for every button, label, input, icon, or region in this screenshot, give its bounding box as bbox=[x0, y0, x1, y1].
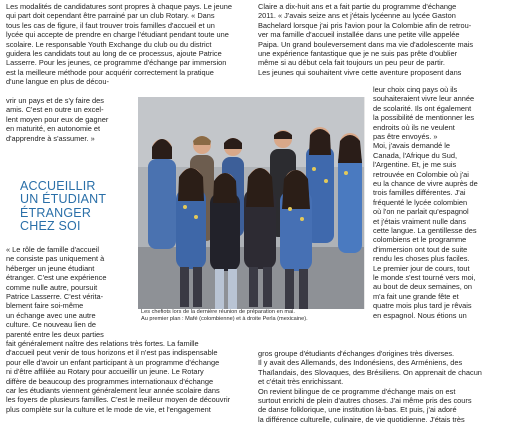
text-line: et j'étais vraiment nulle dans bbox=[373, 216, 467, 226]
text-line: leur choix cinq pays où ils bbox=[373, 85, 458, 94]
text-line: « Le rôle de famille d'accueil bbox=[6, 245, 100, 254]
text-line: endroits où ils ne veulent bbox=[373, 122, 455, 132]
text-line: ver ma famille d'accueil installée dans une petite ville appelée bbox=[258, 30, 460, 40]
text-line: quatre mois plus tard je rêvais bbox=[373, 301, 472, 311]
text-line: lycée qui accepte de prendre en charge l'étudiant pendant toute une bbox=[6, 30, 229, 40]
text-line: d'une langue en plus de décou- bbox=[6, 77, 109, 87]
text-line: Les jeunes qui souhaitent vivre cette aventure proposent dans bbox=[258, 67, 462, 77]
text-line: plus complète sur la culture et le mode de vie, et l'engagement bbox=[6, 404, 211, 414]
text-line: gros groupe d'étudiants d'échanges d'origines très diverses. bbox=[258, 349, 455, 358]
text-line: ni d'être affiliée au Rotary pour accueillir un jeune. Le Rotary bbox=[6, 367, 204, 377]
text-line: étranger. C'est une expérience bbox=[6, 273, 107, 283]
text-line: eu la chance de vivre auprès de bbox=[373, 179, 478, 188]
text-line: de danse folklorique, une institution là-bas. Et puis, j'ai adoré bbox=[258, 405, 457, 415]
text-line: vrir un pays et de s'y faire des bbox=[6, 96, 104, 105]
section-heading bbox=[20, 180, 130, 234]
text-line: amis. C'est en outre un excel- bbox=[6, 105, 104, 115]
text-line: qui part doit cependant être parrainé par un club Rotary. « Dans bbox=[6, 11, 215, 21]
text-line: fréquenté le lycée colombien bbox=[373, 197, 468, 207]
text-line: fait généralement naître des relations très fortes. La famille bbox=[6, 339, 199, 348]
text-line: une expérience fantastique que je ne suis pas prête d'oublier bbox=[258, 49, 458, 58]
text-line: d'immersion ont tout de suite bbox=[373, 244, 468, 254]
text-line: tous les cas de figure, il faut trouver trois familles d'accueil et un bbox=[6, 20, 215, 30]
text-line: On revient bilingue de ce programme d'échange mais on est bbox=[258, 386, 456, 396]
text-line: Bachelard lorsque j'ai pris l'avion pour la Colombie afin de retrou- bbox=[258, 20, 472, 30]
text-line: guidera les candidats tout au long de ce processus, ajoute Patrice bbox=[6, 49, 222, 58]
text-line: la différence culturelle, culinaire, de vie quotidienne. J'étais très bbox=[258, 414, 465, 424]
text-line: même si au début cela fait toujours un peu peur de partir. bbox=[258, 58, 445, 68]
heading-line: ÉTRANGER bbox=[20, 205, 92, 220]
photo-caption bbox=[141, 309, 366, 323]
text-line: Les modalités de candidatures sont propres à chaque pays. Le jeune bbox=[6, 2, 232, 11]
text-line: diffère de beaucoup des programmes internationaux d'échange bbox=[6, 376, 214, 386]
heading-line: CHEZ SOI bbox=[20, 219, 81, 234]
text-line: culture. Ce nouveau lien de bbox=[6, 320, 96, 330]
caption-line: Au premier plan : Mafé (colombienne) et à droite Perla (mexicaine). bbox=[141, 316, 308, 323]
text-line: ne consiste pas uniquement à bbox=[6, 254, 105, 264]
text-line: Patrice Lasserre. C'est vérita- bbox=[6, 292, 104, 301]
text-line: la possibilité de mentionner les bbox=[373, 113, 475, 123]
caption-line: Les chefiots lors de la dernière réunion de préparation en mai. bbox=[141, 309, 295, 315]
heading-line: UN ÉTUDIANT bbox=[20, 192, 107, 207]
text-line: un échange avec une autre bbox=[6, 310, 96, 320]
text-line: Moi, j'avais demandé le bbox=[373, 141, 450, 151]
text-line: scolaire. Le responsable Youth Exchange du club ou du district bbox=[6, 39, 212, 49]
text-line: cette langue. La gentillesse des bbox=[373, 226, 477, 235]
text-line: m'a fait une grande fête et bbox=[373, 291, 459, 301]
text-line: Lasserre. Pour les jeunes, ce programme d'échange par immersion bbox=[6, 58, 227, 68]
text-line: retrouvée en Colombie où j'ai bbox=[373, 169, 469, 179]
text-line: le monde s'est tourné vers moi, bbox=[373, 273, 476, 282]
text-line: pas être envoyés. » bbox=[373, 132, 438, 141]
text-line: rendu les choses plus faciles. bbox=[373, 254, 470, 264]
text-line: comme nulle autre, poursuit bbox=[6, 282, 98, 292]
text-line: héberger un jeune étudiant bbox=[6, 263, 95, 273]
text-line: Claire a dix-huit ans et a fait partie du programme d'échange bbox=[258, 2, 457, 11]
text-line: en espagnol. Nous étions un bbox=[373, 310, 467, 320]
text-line: trois familles différentes. J'ai bbox=[373, 188, 466, 198]
text-line: Le premier jour de cours, tout bbox=[373, 263, 470, 273]
text-line: au bout de deux semaines, on bbox=[373, 282, 473, 292]
text-line: Paipa. Un grand bouleversement dans ma vie d'adolescente mais bbox=[258, 39, 474, 49]
text-line: les foyers de plusieurs familles. C'est le meilleur moyen de découvrir bbox=[6, 395, 231, 405]
text-line: souhaiteraient vivre leur année bbox=[373, 94, 475, 104]
group-photo-illustration bbox=[138, 97, 365, 309]
text-line: blement faire soi-même bbox=[6, 301, 84, 311]
text-line: parenté entre les deux parties bbox=[6, 329, 104, 339]
text-line: colombiens et le programme bbox=[373, 235, 467, 245]
text-line: lent moyen pour eux de gagner bbox=[6, 114, 109, 124]
text-line: surtout enrichi de plein d'autres choses. J'ai même pris des cours bbox=[258, 396, 472, 405]
text-line: et c'était très enrichissant. bbox=[258, 377, 344, 387]
text-line: l'Argentine. Et, je me suis bbox=[373, 160, 457, 170]
text-line: pour elle d'avoir un enfant participant à un programme d'échange bbox=[6, 357, 220, 367]
group-photo bbox=[138, 97, 365, 309]
text-line: en maturité, en autonomie et bbox=[6, 124, 101, 134]
text-line: est la meilleure méthode pour acquérir correctement la pratique bbox=[6, 67, 214, 77]
heading-line: ACCUEILLIR bbox=[20, 179, 96, 193]
text-line: Canada, l'Afrique du Sud, bbox=[373, 150, 457, 160]
text-line: Thaïlandais, des Slovaques, des Brésiliens. On apprenait de chacun bbox=[258, 367, 482, 377]
text-line: de scolarité. Ils ont également bbox=[373, 103, 472, 113]
text-line: Il y avait des Allemands, des Indonésiens, des Arméniens, des bbox=[258, 358, 463, 368]
text-line: d'apprendre à s'assumer. » bbox=[6, 133, 95, 143]
text-line: d'accueil peut venir de tous horizons et il n'est pas indispensable bbox=[6, 348, 218, 358]
text-line: 2011. « J'avais seize ans et j'étais lycéenne au lycée Gaston bbox=[258, 11, 456, 21]
text-line: car les étudiants viennent généralement leur année scolaire dans bbox=[6, 386, 220, 395]
text-line: où l'on ne parlait qu'espagnol bbox=[373, 207, 469, 217]
